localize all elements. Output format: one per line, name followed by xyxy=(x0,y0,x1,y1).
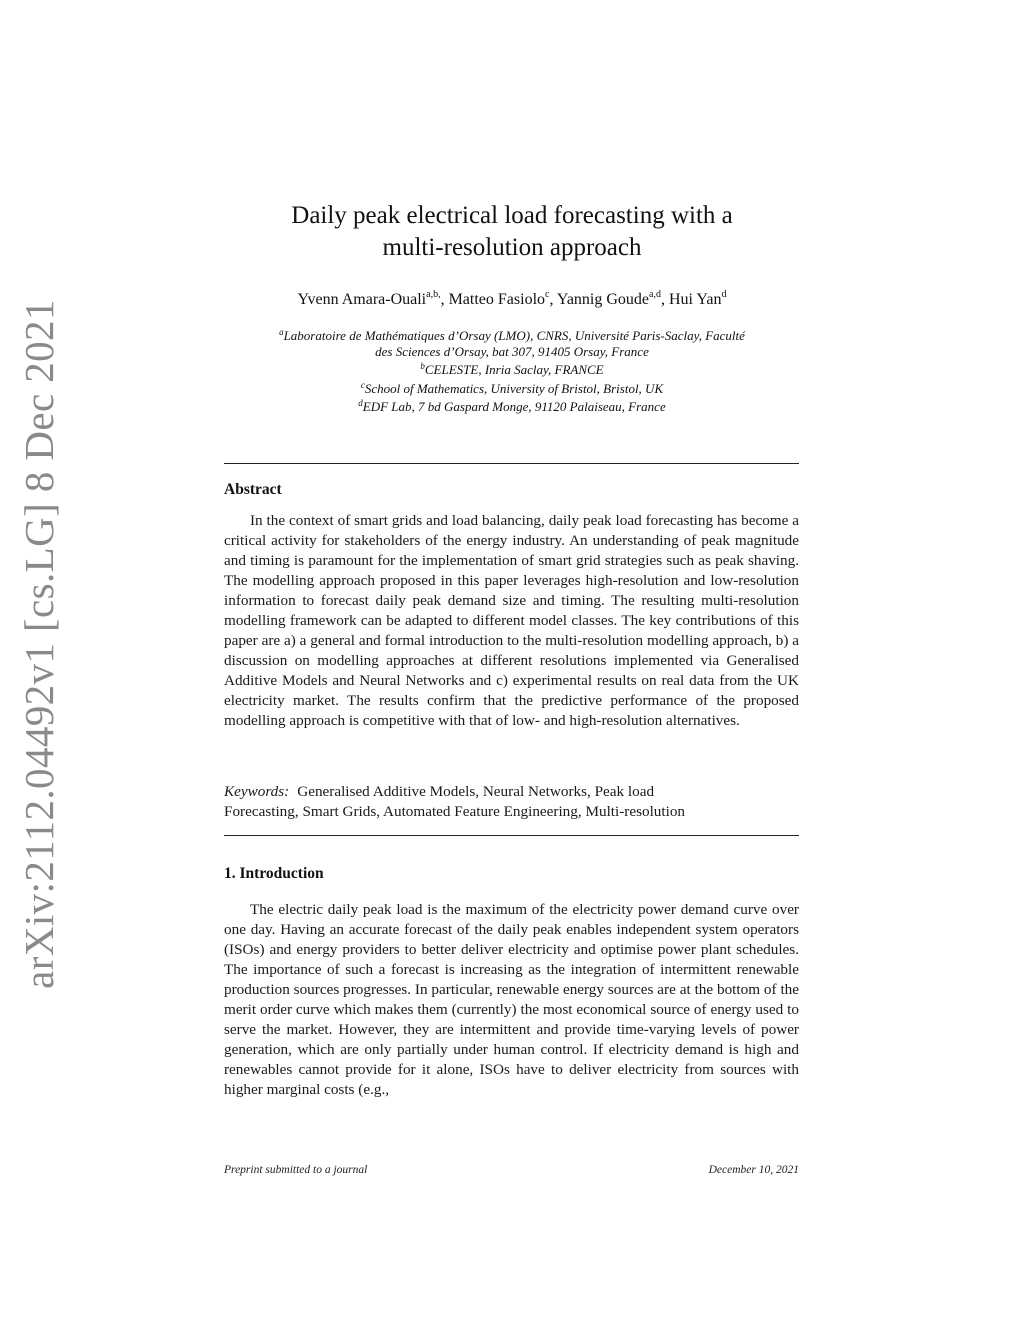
affil-text: School of Mathematics, University of Bristol, Bristol, UK xyxy=(364,380,664,396)
keywords-label: Keywords: xyxy=(224,783,290,800)
author-affil-mark: a,b, xyxy=(426,289,441,300)
affil-mark: d xyxy=(358,398,363,408)
keywords-text: Generalised Additive Models, Neural Networks, Peak load xyxy=(297,783,655,800)
footer-preprint-note: Preprint submitted to a journal xyxy=(224,1164,368,1176)
author-name: Yvenn Amara-Ouali xyxy=(297,291,427,308)
author-name: Hui Yan xyxy=(668,291,722,308)
affiliation-a xyxy=(150,325,874,344)
abstract-top-rule xyxy=(224,463,799,464)
introduction-heading: 1. Introduction xyxy=(224,865,324,882)
author-separator: , xyxy=(549,291,557,308)
author-list xyxy=(150,289,874,309)
keywords-line-1 xyxy=(224,782,799,802)
author-affil-mark: c xyxy=(545,289,550,300)
footer-date: December 10, 2021 xyxy=(708,1164,799,1176)
author-affil-mark: a,d xyxy=(649,289,661,300)
keywords xyxy=(224,782,799,822)
affiliations xyxy=(150,325,874,415)
introduction-text: The electric daily peak load is the maximum of the electricity power demand curve over one day. Having an accurate forecast of the daily peak enables independent system operators (ISOs) and energy providers to better deliver electricity and optimise power plant schedules. The importance of such a forecast is increasing as the integration of intermittent renewable production sources progresses. In particular, renewable energy sources are at the bottom of the merit order curve which makes them (currently) the most economical source of energy used to serve the market. However, they are intermittent and provide time-varying levels of power generation, which are only partially under human control. If electricity demand is high and renewables cannot provide for it alone, ISOs have to deliver electricity from sources with higher marginal costs (e.g., xyxy=(224,901,799,1098)
abstract-text: In the context of smart grids and load balancing, daily peak load forecasting has become a critical activity for stakeholders of the energy industry. An understanding of peak magnitude and timing is paramount for the implementation of smart grid strategies such as peak shaving. The modelling approach proposed in this paper leverages high-resolution and low-resolution information to forecast daily peak demand size and timing. The resulting multi-resolution modelling framework can be adapted to different model classes. The key contributions of this paper are a) a general and formal introduction to the multi-resolution modelling approach, b) a discussion on modelling approaches at different resolutions implemented via Generalised Additive Models and Neural Networks and c) experimental results on real data from the UK electricity market. The results confirm that the predictive performance of the proposed modelling approach is competitive with that of low- and high-resolution alternatives. xyxy=(224,512,799,729)
affiliation-c xyxy=(150,378,874,397)
author-affil-mark: d xyxy=(721,289,727,300)
affil-mark: c xyxy=(360,379,365,390)
author-name: Matteo Fasiolo xyxy=(448,291,546,308)
affiliation-d xyxy=(150,396,874,415)
title-line-1: Daily peak electrical load forecasting with a xyxy=(291,202,733,229)
abstract-bottom-rule xyxy=(224,835,799,836)
title-line-2: multi-resolution approach xyxy=(382,234,642,261)
author-separator: , xyxy=(440,291,449,308)
affil-text: CELESTE, Inria Saclay, FRANCE xyxy=(424,362,604,377)
affiliation-a-cont: des Sciences d’Orsay, bat 307, 91405 Orsay, France xyxy=(375,343,649,359)
affil-text: EDF Lab, 7 bd Gaspard Monge, 91120 Palaiseau, France xyxy=(362,399,666,414)
paper-title xyxy=(200,200,824,264)
affiliation-b xyxy=(150,359,874,378)
abstract-heading: Abstract xyxy=(224,481,282,498)
arxiv-identifier: arXiv:2112.04492v1 [cs.LG] 8 Dec 2021 xyxy=(16,299,62,989)
affil-mark: a xyxy=(279,327,284,337)
keywords-line-2: Forecasting, Smart Grids, Automated Feature Engineering, Multi-resolution xyxy=(224,803,686,820)
author-separator: , xyxy=(660,291,669,308)
author-name: Yannig Goude xyxy=(556,291,650,308)
affil-mark: b xyxy=(420,361,425,371)
affil-text: Laboratoire de Mathématiques d’Orsay (LMO), CNRS, Université Paris-Saclay, Faculté xyxy=(283,328,745,343)
